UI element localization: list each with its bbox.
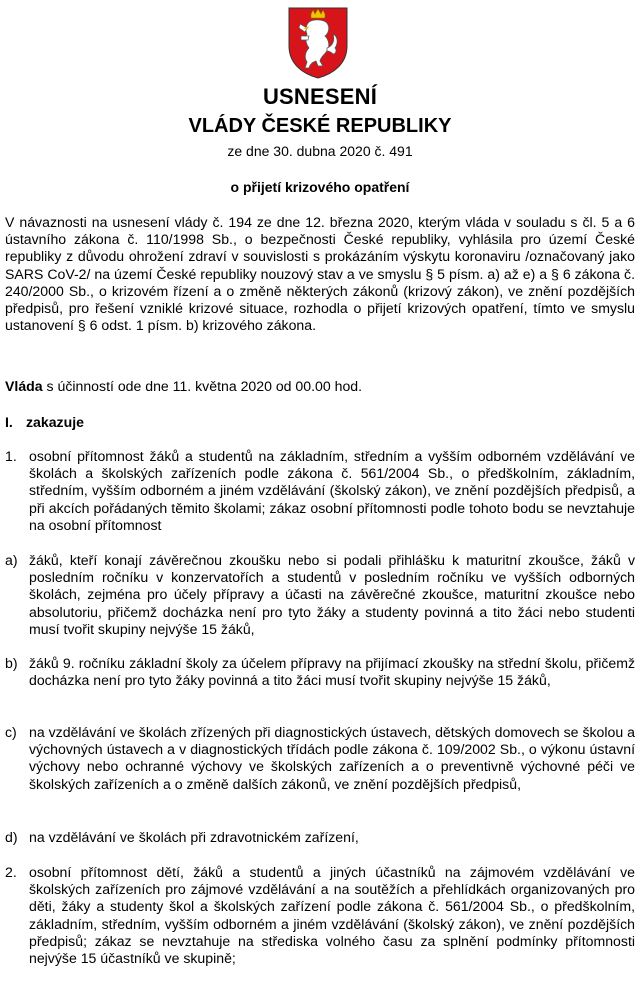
list-item bbox=[5, 552, 635, 638]
document-date-line: ze dne 30. dubna 2020 č. 491 bbox=[227, 143, 413, 159]
government-effective-line bbox=[5, 378, 635, 395]
list-item bbox=[5, 864, 635, 967]
list-item-marker: d) bbox=[5, 829, 18, 845]
list-item-marker: c) bbox=[5, 724, 17, 740]
lead-paragraph bbox=[5, 214, 635, 334]
list-item bbox=[5, 655, 635, 689]
document-subject: o přijetí krizového opatření bbox=[230, 179, 410, 195]
list-item bbox=[5, 724, 635, 793]
list-item-text: na vzdělávání ve školách zřízených při diagnostických ústavech, dětských domovech se školou a výchovných ústavech a v diagnostických třídách podle zákona č. 109/2002 Sb., o výkonu ústavní výchovy nebo ochranné výchovy ve školských zařízeních a o preventivně výchovné péči ve školských zařízeních a o změně dalších zákonů, ve znění pozdějších předpisů, bbox=[29, 724, 635, 792]
section-number: I. bbox=[5, 414, 13, 430]
list-item-marker: a) bbox=[5, 552, 18, 568]
list-item-marker: b) bbox=[5, 655, 18, 671]
lead-paragraph-text: V návaznosti na usnesení vlády č. 194 ze dne 12. března 2020, kterým vláda v souladu s čl. 5 a 6 ústavního zákona č. 110/1998 Sb., o bezpečnosti České republiky, vyhlásila pro území České republiky z důvodu ohrožení zdraví v souvislosti s prokázáním výskytu koronaviru /označovaný jako SARS CoV-2/ na území České republiky nouzový stav a ve smyslu § 5 písm. a) až e) a § 6 zákona č. 240/2000 Sb., o krizovém řízení a o změně některých zákonů (krizový zákon), ve znění pozdějších předpisů, pro řešení vzniklé krizové situace, rozhodla o přijetí krizových opatření, tímto ve smyslu ustanovení § 6 odst. 1 písm. b) krizového zákona. bbox=[5, 214, 635, 334]
list-item-text: žáků 9. ročníku základní školy za účelem přípravy na přijímací zkoušky na střední školu, přičemž docházka není pro tyto žáky povinná a tito žáci musí tvořit skupiny nejvýše 15 žáků, bbox=[29, 655, 635, 689]
list-item-text: osobní přítomnost žáků a studentů na základním, středním a vyšším odborném vzdělávání ve školách a školských zařízeních podle zákona č. 561/2004 Sb., o předškolním, základním, středním, vyšším odborném a jiném vzdělávání (školský zákon), ve znění pozdějších předpisů, a při akcích pořádaných těmito školami; zákaz osobní přítomnosti podle tohoto bodu se nevztahuje na osobní přítomnost bbox=[29, 448, 635, 533]
list-item-text: žáků, kteří konají závěrečnou zkoušku nebo si podali přihlášku k maturitní zkoušce, žáků v posledním ročníku v konzervatořích a studentů v posledním ročníku ve vyšších odborných školách, zejména pro účely přípravy a účasti na závěrečné zkoušce, maturitní zkoušce nebo absolutoriu, přičemž docházka není pro tyto žáky a studenty povinná a tito žáci nebo studenti musí tvořit skupiny nejvýše 15 žáků, bbox=[29, 552, 635, 637]
document-title: USNESENÍ bbox=[262, 84, 378, 109]
vlada-bold-label: Vláda bbox=[5, 378, 43, 394]
list-item-text: osobní přítomnost dětí, žáků a studentů a jiných účastníků na zájmovém vzdělávání ve školských zařízeních pro zájmové vzdělávání a na soutěžích a přehlídkách organizovaných pro děti, žáky a studenty škol a školských zařízení podle zákona č. 561/2004 Sb., o předškolním, základním, středním, vyšším odborném a jiném vzdělávání (školský zákon), ve znění pozdějších předpisů; zákaz se nevztahuje na střediska volného času za splnění podmínky přítomnosti nejvýše 15 účastníků ve skupině; bbox=[29, 864, 635, 967]
list-item bbox=[5, 829, 635, 846]
list-item bbox=[5, 448, 635, 534]
document-subtitle: VLÁDY ČESKÉ REPUBLIKY bbox=[188, 115, 452, 137]
list-item-marker: 2. bbox=[5, 864, 17, 880]
section-heading-text: zakazuje bbox=[26, 414, 84, 430]
vlada-effective-text: s účinností ode dne 11. května 2020 od 00.00 hod. bbox=[42, 378, 363, 394]
czech-coat-of-arms-icon bbox=[287, 6, 349, 80]
list-item-marker: 1. bbox=[5, 448, 17, 464]
section-heading bbox=[5, 414, 635, 431]
list-item-text: na vzdělávání ve školách při zdravotnickém zařízení, bbox=[29, 829, 359, 845]
